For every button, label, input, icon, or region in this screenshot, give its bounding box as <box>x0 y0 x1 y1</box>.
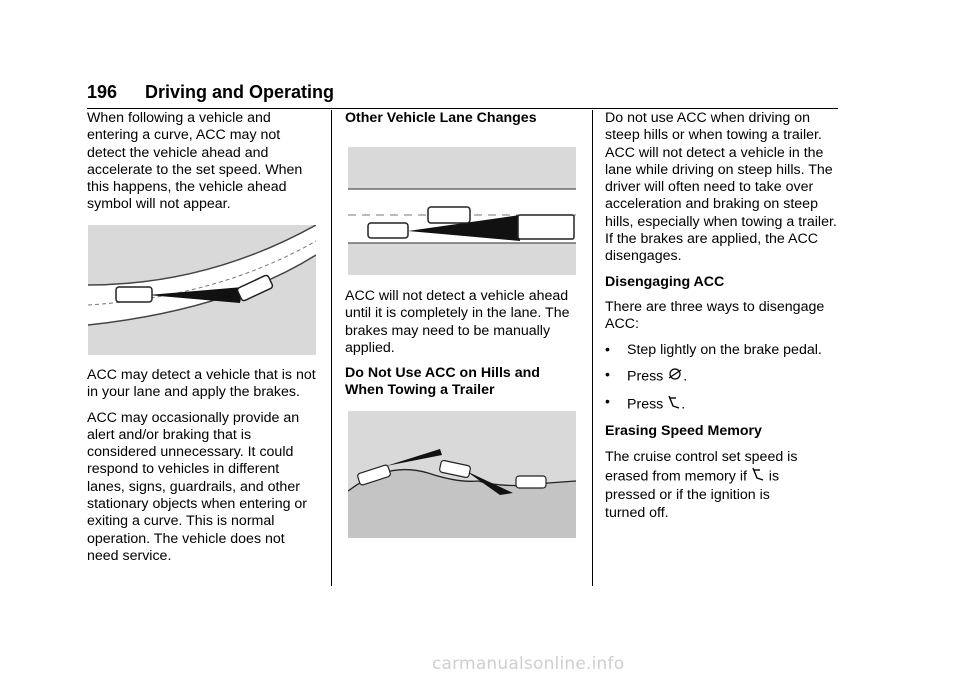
bullet-item <box>605 394 840 415</box>
paragraph: ACC may occasionally provide an alert and/or braking that is considered unnecessary. It could respond to vehicles in different lanes, signs, guardrails, and other stationary objects when entering or exiting a curve. This is normal operation. The vehicle does not need service. <box>87 409 308 564</box>
bullet-text: Step lightly on the brake pedal. <box>627 341 822 358</box>
column-divider <box>592 110 593 586</box>
bullet-text: . <box>681 396 686 413</box>
text-line: The cruise control set speed is <box>605 448 798 465</box>
text-line: erased from memory if <box>605 468 751 485</box>
text-line: pressed or if the ignition is <box>605 487 770 504</box>
bullet-item <box>605 342 840 359</box>
bullet-text: Press <box>627 396 668 413</box>
bullet-marker: • <box>605 394 610 411</box>
subheading: Other Vehicle Lane Changes <box>345 110 537 126</box>
lane-change-illustration <box>348 147 576 275</box>
cruise-cancel-icon <box>667 367 683 386</box>
bullet-item <box>605 367 840 386</box>
bullet-text: Press <box>627 368 668 385</box>
cruise-control-icon <box>751 466 765 487</box>
column-2-lower <box>345 288 580 408</box>
text-line: is <box>764 468 780 485</box>
paragraph: ACC will not detect a vehicle ahead until it is completely in the lane. The brakes may need to be manually applied. <box>345 288 570 356</box>
bullet-text: . <box>683 368 688 385</box>
column-divider <box>331 110 332 586</box>
cruise-control-icon <box>667 394 681 415</box>
column-1-lower <box>87 367 319 573</box>
column-3 <box>605 110 840 522</box>
watermark: carmanualsonline.info <box>432 654 625 674</box>
column-2 <box>345 110 580 135</box>
subheading: Disengaging ACC <box>605 273 725 290</box>
subheading: Do Not Use ACC on Hills and When Towing a Trailer <box>345 365 540 399</box>
page-number: 196 <box>87 82 118 102</box>
subheading: Erasing Speed Memory <box>605 423 762 440</box>
section-title: Driving and Operating <box>145 82 335 102</box>
curve-illustration <box>88 225 316 355</box>
page-header <box>87 82 838 109</box>
bullet-marker: • <box>605 366 610 383</box>
text-line: turned off. <box>605 504 669 521</box>
paragraph: When following a vehicle and entering a curve, ACC may not detect the vehicle ahead and accelerate to the set speed. When this happens, the vehicle ahead symbol will not appear. <box>87 110 303 213</box>
paragraph: ACC may detect a vehicle that is not in your lane and apply the brakes. <box>87 367 316 401</box>
bullet-marker: • <box>605 341 610 358</box>
paragraph: Do not use ACC when driving on steep hills or when towing a trailer. ACC will not detect a vehicle in the lane while driving on steep hills. The driver will often need to take over acceleration and braking on steep hills, especially when towing a trailer. If the brakes are applied, the ACC disengages. <box>605 110 837 265</box>
column-1 <box>87 110 319 222</box>
hills-illustration <box>348 411 576 538</box>
paragraph <box>605 449 840 522</box>
paragraph: There are three ways to disengage ACC: <box>605 298 825 333</box>
